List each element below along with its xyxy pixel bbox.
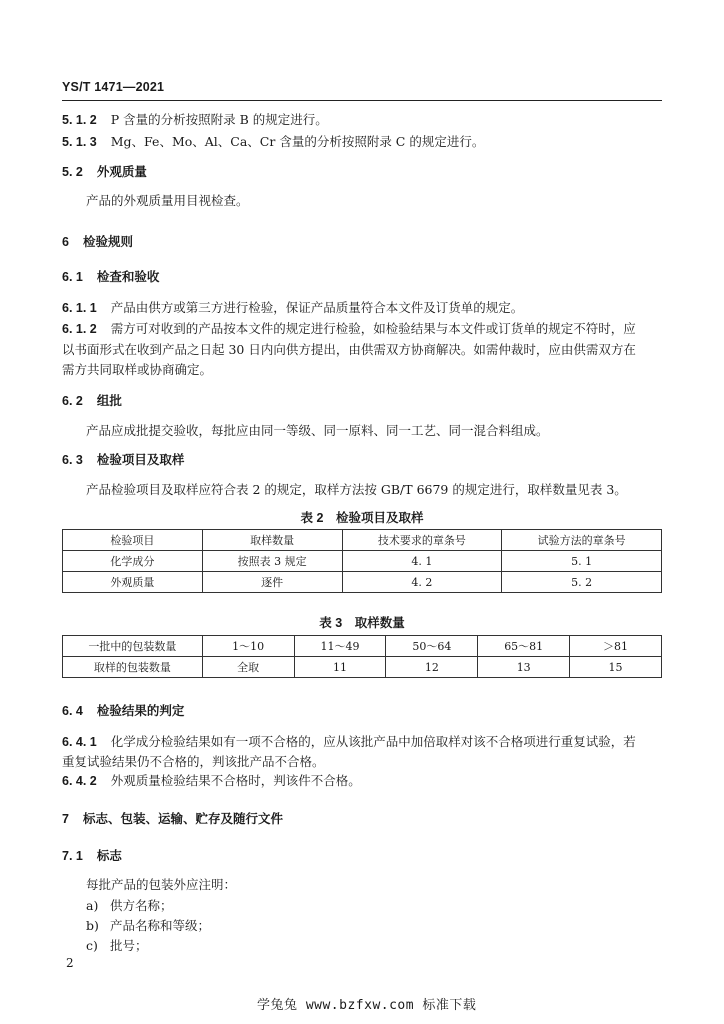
table-cell: 按照表 3 规定 xyxy=(202,551,342,572)
table-cell: 11 xyxy=(294,657,386,678)
heading-number: 6 xyxy=(62,235,69,249)
heading-number: 7. 1 xyxy=(62,849,83,863)
header-rule xyxy=(62,100,662,101)
heading-number: 6. 4 xyxy=(62,704,83,718)
heading-title: 组批 xyxy=(96,394,122,408)
table-header-cell: 试验方法的章条号 xyxy=(502,530,662,551)
table-cell: 外观质量 xyxy=(63,572,203,593)
clause-text-line-1: 需方可对收到的产品按本文件的规定进行检验，如检验结果与本文件或订货单的规定不符时，应 xyxy=(110,321,636,336)
clause-text: 外观质量检验结果不合格时，判该件不合格。 xyxy=(110,773,361,788)
table-cell: 4. 1 xyxy=(342,551,502,572)
heading-number: 6. 2 xyxy=(62,394,83,408)
list-marker: c) xyxy=(86,938,98,953)
page-number: 2 xyxy=(66,956,74,970)
table-row xyxy=(63,657,662,678)
clause-number: 6. 4. 2 xyxy=(62,774,97,788)
heading-number: 6. 1 xyxy=(62,270,83,284)
clause-6-1-1 xyxy=(62,300,523,316)
watermark: 学兔兔 www.bzfxw.com 标准下载 xyxy=(257,998,477,1013)
heading-6-2 xyxy=(62,393,122,409)
clause-number: 6. 4. 1 xyxy=(62,735,97,749)
table-2-caption: 表 2 检验项目及取样 xyxy=(300,511,424,525)
table-3 xyxy=(62,635,662,678)
clause-5-1-2 xyxy=(62,112,328,128)
list-marker: b) xyxy=(86,918,99,933)
heading-6-4 xyxy=(62,703,184,719)
list-item-text: 批号； xyxy=(110,938,148,953)
heading-5-2 xyxy=(62,164,147,180)
table-cell: 5. 1 xyxy=(502,551,662,572)
clause-number: 6. 1. 2 xyxy=(62,322,97,336)
table-cell: 4. 2 xyxy=(342,572,502,593)
heading-title: 检查和验收 xyxy=(96,270,160,284)
table-header-row xyxy=(63,530,662,551)
table-3-caption: 表 3 取样数量 xyxy=(319,616,405,630)
clause-number: 6. 1. 1 xyxy=(62,301,97,315)
heading-title: 检验规则 xyxy=(82,235,133,249)
table-row xyxy=(63,572,662,593)
paragraph-6-2: 产品应成批提交验收，每批应由同一等级、同一原料、同一工艺、同一混合料组成。 xyxy=(86,423,549,438)
clause-number: 5. 1. 2 xyxy=(62,113,97,127)
standard-code: YS/T 1471—2021 xyxy=(62,80,165,94)
list-marker: a) xyxy=(86,898,99,913)
table-cell: 65～81 xyxy=(478,636,570,657)
table-cell: 逐件 xyxy=(202,572,342,593)
heading-title: 检验项目及取样 xyxy=(96,453,185,467)
table-cell: 取样的包装数量 xyxy=(63,657,203,678)
list-item xyxy=(86,918,210,934)
clause-6-1-2-line-2: 以书面形式在收到产品之日起 30 日内向供方提出，由供需双方协商解决。如需仲裁时，应由供需双方在 xyxy=(62,342,636,357)
heading-number: 7 xyxy=(62,812,69,826)
heading-title: 标志 xyxy=(96,849,122,863)
list-item xyxy=(86,898,173,914)
heading-number: 6. 3 xyxy=(62,453,83,467)
clause-6-4-1 xyxy=(62,734,636,750)
table-cell: 全取 xyxy=(202,657,294,678)
clause-5-1-3 xyxy=(62,134,484,150)
clause-6-1-2 xyxy=(62,321,636,337)
clause-6-1-2-line-3: 需方共同取样或协商确定。 xyxy=(62,362,213,377)
table-cell: 15 xyxy=(570,657,662,678)
clause-text: 产品由供方或第三方进行检验，保证产品质量符合本文件及订货单的规定。 xyxy=(110,300,524,315)
table-cell: 5. 2 xyxy=(502,572,662,593)
clause-text-line-1: 化学成分检验结果如有一项不合格的，应从该批产品中加倍取样对该不合格项进行重复试验，若 xyxy=(110,734,636,749)
table-header-cell: 技术要求的章条号 xyxy=(342,530,502,551)
paragraph-6-3: 产品检验项目及取样应符合表 2 的规定，取样方法按 GB/T 6679 的规定进行，取样数量见表 3。 xyxy=(86,482,627,497)
clause-text: P 含量的分析按照附录 B 的规定进行。 xyxy=(110,112,328,127)
clause-6-4-2 xyxy=(62,773,361,789)
table-cell: 13 xyxy=(478,657,570,678)
table-cell: 11～49 xyxy=(294,636,386,657)
table-cell: ＞81 xyxy=(570,636,662,657)
heading-6-1 xyxy=(62,269,159,285)
table-cell: 50～64 xyxy=(386,636,478,657)
paragraph-5-2: 产品的外观质量用目视检查。 xyxy=(86,193,249,208)
list-item-text: 供方名称； xyxy=(110,898,173,913)
clause-number: 5. 1. 3 xyxy=(62,135,97,149)
table-2 xyxy=(62,529,662,593)
table-header-cell: 取样数量 xyxy=(202,530,342,551)
table-cell: 一批中的包装数量 xyxy=(63,636,203,657)
clause-6-4-1-line-2: 重复试验结果仍不合格的，判该批产品不合格。 xyxy=(62,754,325,769)
heading-title: 标志、包装、运输、贮存及随行文件 xyxy=(82,812,283,826)
table-row xyxy=(63,551,662,572)
heading-title: 检验结果的判定 xyxy=(96,704,185,718)
heading-6 xyxy=(62,234,133,250)
paragraph-7-1-intro: 每批产品的包装外应注明： xyxy=(86,877,237,892)
list-item xyxy=(86,938,148,954)
heading-7-1 xyxy=(62,848,122,864)
heading-title: 外观质量 xyxy=(96,165,147,179)
heading-number: 5. 2 xyxy=(62,165,83,179)
table-header-cell: 检验项目 xyxy=(63,530,203,551)
list-item-text: 产品名称和等级； xyxy=(110,918,211,933)
table-cell: 1～10 xyxy=(202,636,294,657)
heading-6-3 xyxy=(62,452,184,468)
table-row xyxy=(63,636,662,657)
clause-text: Mg、Fe、Mo、Al、Ca、Cr 含量的分析按照附录 C 的规定进行。 xyxy=(110,134,485,149)
heading-7 xyxy=(62,811,283,827)
table-cell: 12 xyxy=(386,657,478,678)
table-cell: 化学成分 xyxy=(63,551,203,572)
